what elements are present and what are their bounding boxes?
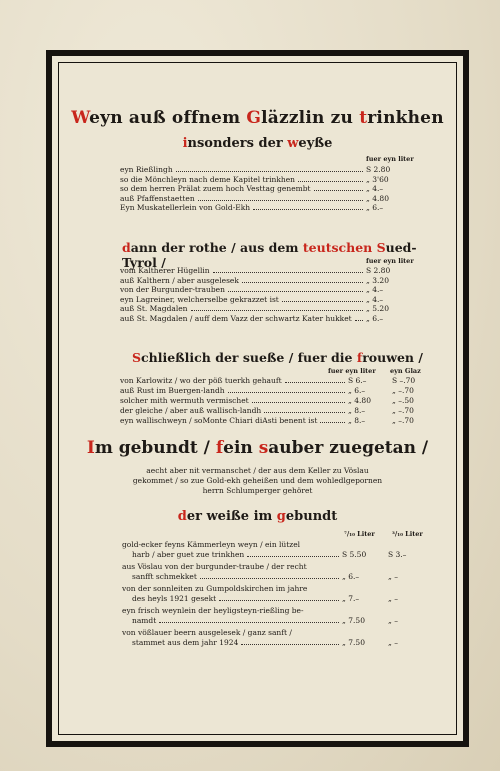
white-heading — [66, 136, 449, 151]
column-header: fuer eyn liter — [366, 155, 414, 163]
menu-row — [120, 266, 410, 275]
price-3-10: S 3.– — [388, 549, 407, 559]
price: „ 4.– — [366, 294, 384, 304]
wine-name-cont — [122, 572, 422, 582]
black-border — [46, 50, 469, 747]
wine-name: von Karlowitz / wo der pöß tuerkh gehauft — [120, 376, 282, 385]
heading-initial: d — [122, 240, 131, 255]
wine-name-cont — [122, 594, 422, 604]
heading-text: eyße — [298, 136, 333, 151]
menu-row — [120, 396, 430, 405]
wine-name: so dem herren Prälat zuem hoch Vesttag genembt — [120, 184, 311, 194]
wine-name: des heyls 1921 gesekt — [132, 593, 217, 603]
heading-text: ein — [223, 438, 259, 458]
title-initial: t — [359, 108, 368, 128]
dot-leader — [252, 396, 345, 403]
white2-heading — [66, 509, 449, 524]
dot-leader — [264, 406, 345, 413]
menu-content — [66, 66, 449, 731]
price-7-10: „ 6.– — [342, 571, 360, 581]
sweet-heading — [132, 350, 423, 365]
price-glass: „ –.70 — [392, 406, 414, 415]
menu-row — [120, 194, 410, 203]
menu-row — [122, 584, 422, 603]
wine-name: solcher mith wermuth vermischet — [120, 396, 249, 405]
price-glass: „ –.70 — [392, 386, 414, 395]
heading-initial: teutschen — [302, 240, 377, 255]
price: „ 6.– — [366, 314, 384, 323]
dot-leader — [191, 304, 363, 311]
price-glass: S –.70 — [392, 376, 416, 385]
menu-row — [120, 175, 410, 184]
dot-leader — [355, 314, 363, 321]
menu-row — [122, 606, 422, 625]
wine-name: eyn Lagreiner, welcherselbe gekrazzet ist — [120, 294, 279, 304]
column-header: ³/₁₀ Liter — [392, 530, 423, 538]
heading-initial: I — [86, 438, 95, 458]
menu-row — [120, 165, 410, 174]
heading-initial: i — [182, 136, 188, 151]
dot-leader — [298, 175, 363, 182]
wine-name: von vößlauer beern ausgelesek / ganz sanft / — [122, 628, 292, 637]
menu-row — [120, 416, 430, 425]
dot-leader — [320, 416, 345, 423]
wine-name: sanfft schmekket — [132, 571, 197, 581]
price-3-10: „ – — [388, 637, 399, 647]
dot-leader — [285, 376, 345, 383]
wine-name: eyn frisch weynlein der heyligsteyn-rießling be- — [122, 606, 304, 615]
wine-name: von der sonnleiten zu Gumpoldskirchen im jahre — [122, 584, 308, 593]
price-glass: „ –.70 — [392, 416, 414, 425]
heading-text: chließlich der sueße / fuer die — [141, 350, 357, 365]
wine-name: auß Pfaffenstaetten — [120, 193, 195, 203]
wine-name: aus Vöslau von der burgunder-traube / der recht — [122, 562, 307, 571]
heading-initial: w — [287, 136, 299, 151]
price: „ 5.20 — [366, 304, 389, 314]
title-part: rinkhen — [367, 108, 444, 128]
dot-leader — [176, 165, 363, 172]
heading-initial: g — [276, 509, 286, 524]
dot-leader — [241, 638, 339, 646]
dot-leader — [282, 295, 363, 302]
wine-name: Eyn Muskatellerlein von Gold-Ekh — [120, 203, 251, 213]
price-3-10: „ – — [388, 615, 399, 625]
menu-row — [120, 386, 430, 395]
price-7-10: „ 7.50 — [342, 637, 365, 647]
price-7-10: S 5.50 — [342, 549, 367, 559]
price-7-10: „ 7.50 — [342, 615, 365, 625]
wine-name: der gleiche / aber auß wallisch-landh — [120, 406, 262, 415]
menu-row — [120, 276, 410, 285]
wine-name-cont — [122, 616, 422, 626]
wine-name-cont — [122, 638, 422, 648]
dot-leader — [228, 386, 345, 393]
menu-row — [120, 304, 410, 313]
heading-text: ued-Tyrol / — [122, 240, 417, 270]
price-7-10: „ 7.– — [342, 593, 360, 603]
title-part: eyn auß offnem — [89, 108, 247, 128]
price-liter: „ 6.– — [348, 386, 366, 395]
menu-row — [120, 295, 410, 304]
dot-leader — [219, 594, 339, 602]
menu-row — [122, 562, 422, 581]
menu-row — [120, 203, 410, 212]
price: S 2.80 — [366, 165, 391, 174]
menu-row — [122, 540, 422, 559]
heading-text: rouwen / — [362, 350, 423, 365]
menu-row — [120, 406, 430, 415]
wine-name: auß Rust im Buergen-landh — [120, 386, 225, 395]
price: „ 3.20 — [366, 275, 389, 285]
wine-name: von der Burgunder-trauben — [120, 285, 225, 295]
dot-leader — [253, 203, 363, 210]
menu-row — [120, 285, 410, 294]
menu-row — [120, 184, 410, 193]
bottled-heading — [66, 438, 449, 458]
heading-text: ann der rothe / aus dem — [130, 240, 303, 255]
wine-name: harb / aber guet zue trinkhen — [132, 549, 245, 559]
wine-name: eyn Rießlingh — [120, 165, 173, 174]
menu-title — [66, 108, 449, 128]
price: S 2.80 — [366, 266, 391, 275]
heading-text: er weiße im — [186, 509, 277, 524]
wine-name: so die Mönchleyn nach deme Kapitel trinkhen — [120, 174, 295, 184]
menu-row — [122, 628, 422, 647]
menu-panel — [52, 56, 463, 741]
wine-name: gold-ecker feyns Kämmerleyn weyn / ein lützel — [122, 540, 301, 549]
wine-name: auß St. Magdalen / auff dem Vazz der schwartz Kater hukket — [120, 314, 352, 323]
title-part: läzzlin zu — [261, 108, 360, 128]
menu-row — [120, 314, 410, 323]
price: „ 4.80 — [366, 193, 389, 203]
heading-text: ebundt — [285, 509, 338, 524]
price-liter: „ 4.80 — [348, 396, 371, 405]
heading-initial: d — [177, 509, 187, 524]
price-3-10: „ – — [388, 571, 399, 581]
dot-leader — [247, 550, 339, 558]
column-header: fuer eyn liter — [328, 367, 376, 375]
wine-name: auß St. Magdalen — [120, 304, 188, 314]
title-initial: G — [246, 108, 262, 128]
heading-initial: S — [132, 350, 142, 365]
wine-name-cont — [122, 550, 422, 560]
price-liter: „ 8.– — [348, 416, 366, 425]
heading-text: m gebundt / — [94, 438, 216, 458]
price-liter: „ 8.– — [348, 406, 366, 415]
wine-name: auß Kalthern / aber ausgelesek — [120, 275, 239, 285]
dot-leader — [200, 572, 339, 580]
dot-leader — [159, 616, 339, 624]
wine-name: eyn wallischweyn / soMonte Chiari diAsti benent ist — [120, 416, 318, 425]
wine-name: stammet aus dem jahr 1924 — [132, 637, 239, 647]
column-header: ⁷/₁₀ Liter — [344, 530, 375, 538]
wine-name: vom Kaltherer Hügellin — [120, 266, 210, 275]
heading-initial: f — [215, 438, 224, 458]
price: „ 6.– — [366, 203, 384, 213]
dot-leader — [314, 184, 363, 191]
price-glass: „ –.50 — [392, 396, 414, 405]
heading-text: nsonders der — [187, 136, 288, 151]
price: „ 4.– — [366, 285, 384, 295]
price: „ 4.– — [366, 184, 384, 194]
price-3-10: „ – — [388, 593, 399, 603]
heading-initial: S — [376, 240, 386, 255]
title-initial: W — [71, 108, 90, 128]
heading-text: auber zuegetan / — [268, 438, 429, 458]
heading-initial: s — [258, 438, 269, 458]
column-header: eyn Glaz — [390, 367, 421, 375]
column-header: fuer eyn liter — [366, 257, 414, 265]
dot-leader — [198, 194, 363, 201]
dot-leader — [242, 276, 363, 283]
heading-initial: f — [356, 350, 363, 365]
dot-leader — [213, 266, 363, 273]
price: „ 3'60 — [366, 174, 389, 184]
price-liter: S 6.– — [348, 376, 367, 385]
dot-leader — [228, 285, 363, 292]
bottled-note: aecht aber nit vermanschet / der aus dem Keller zu Vöslau gekommet / so zue Gold-ekh geheißen und dem wohledlgepornen herrn Schlumperger gehöret — [132, 466, 383, 495]
wine-name: namdt — [132, 615, 157, 625]
menu-row — [120, 376, 430, 385]
